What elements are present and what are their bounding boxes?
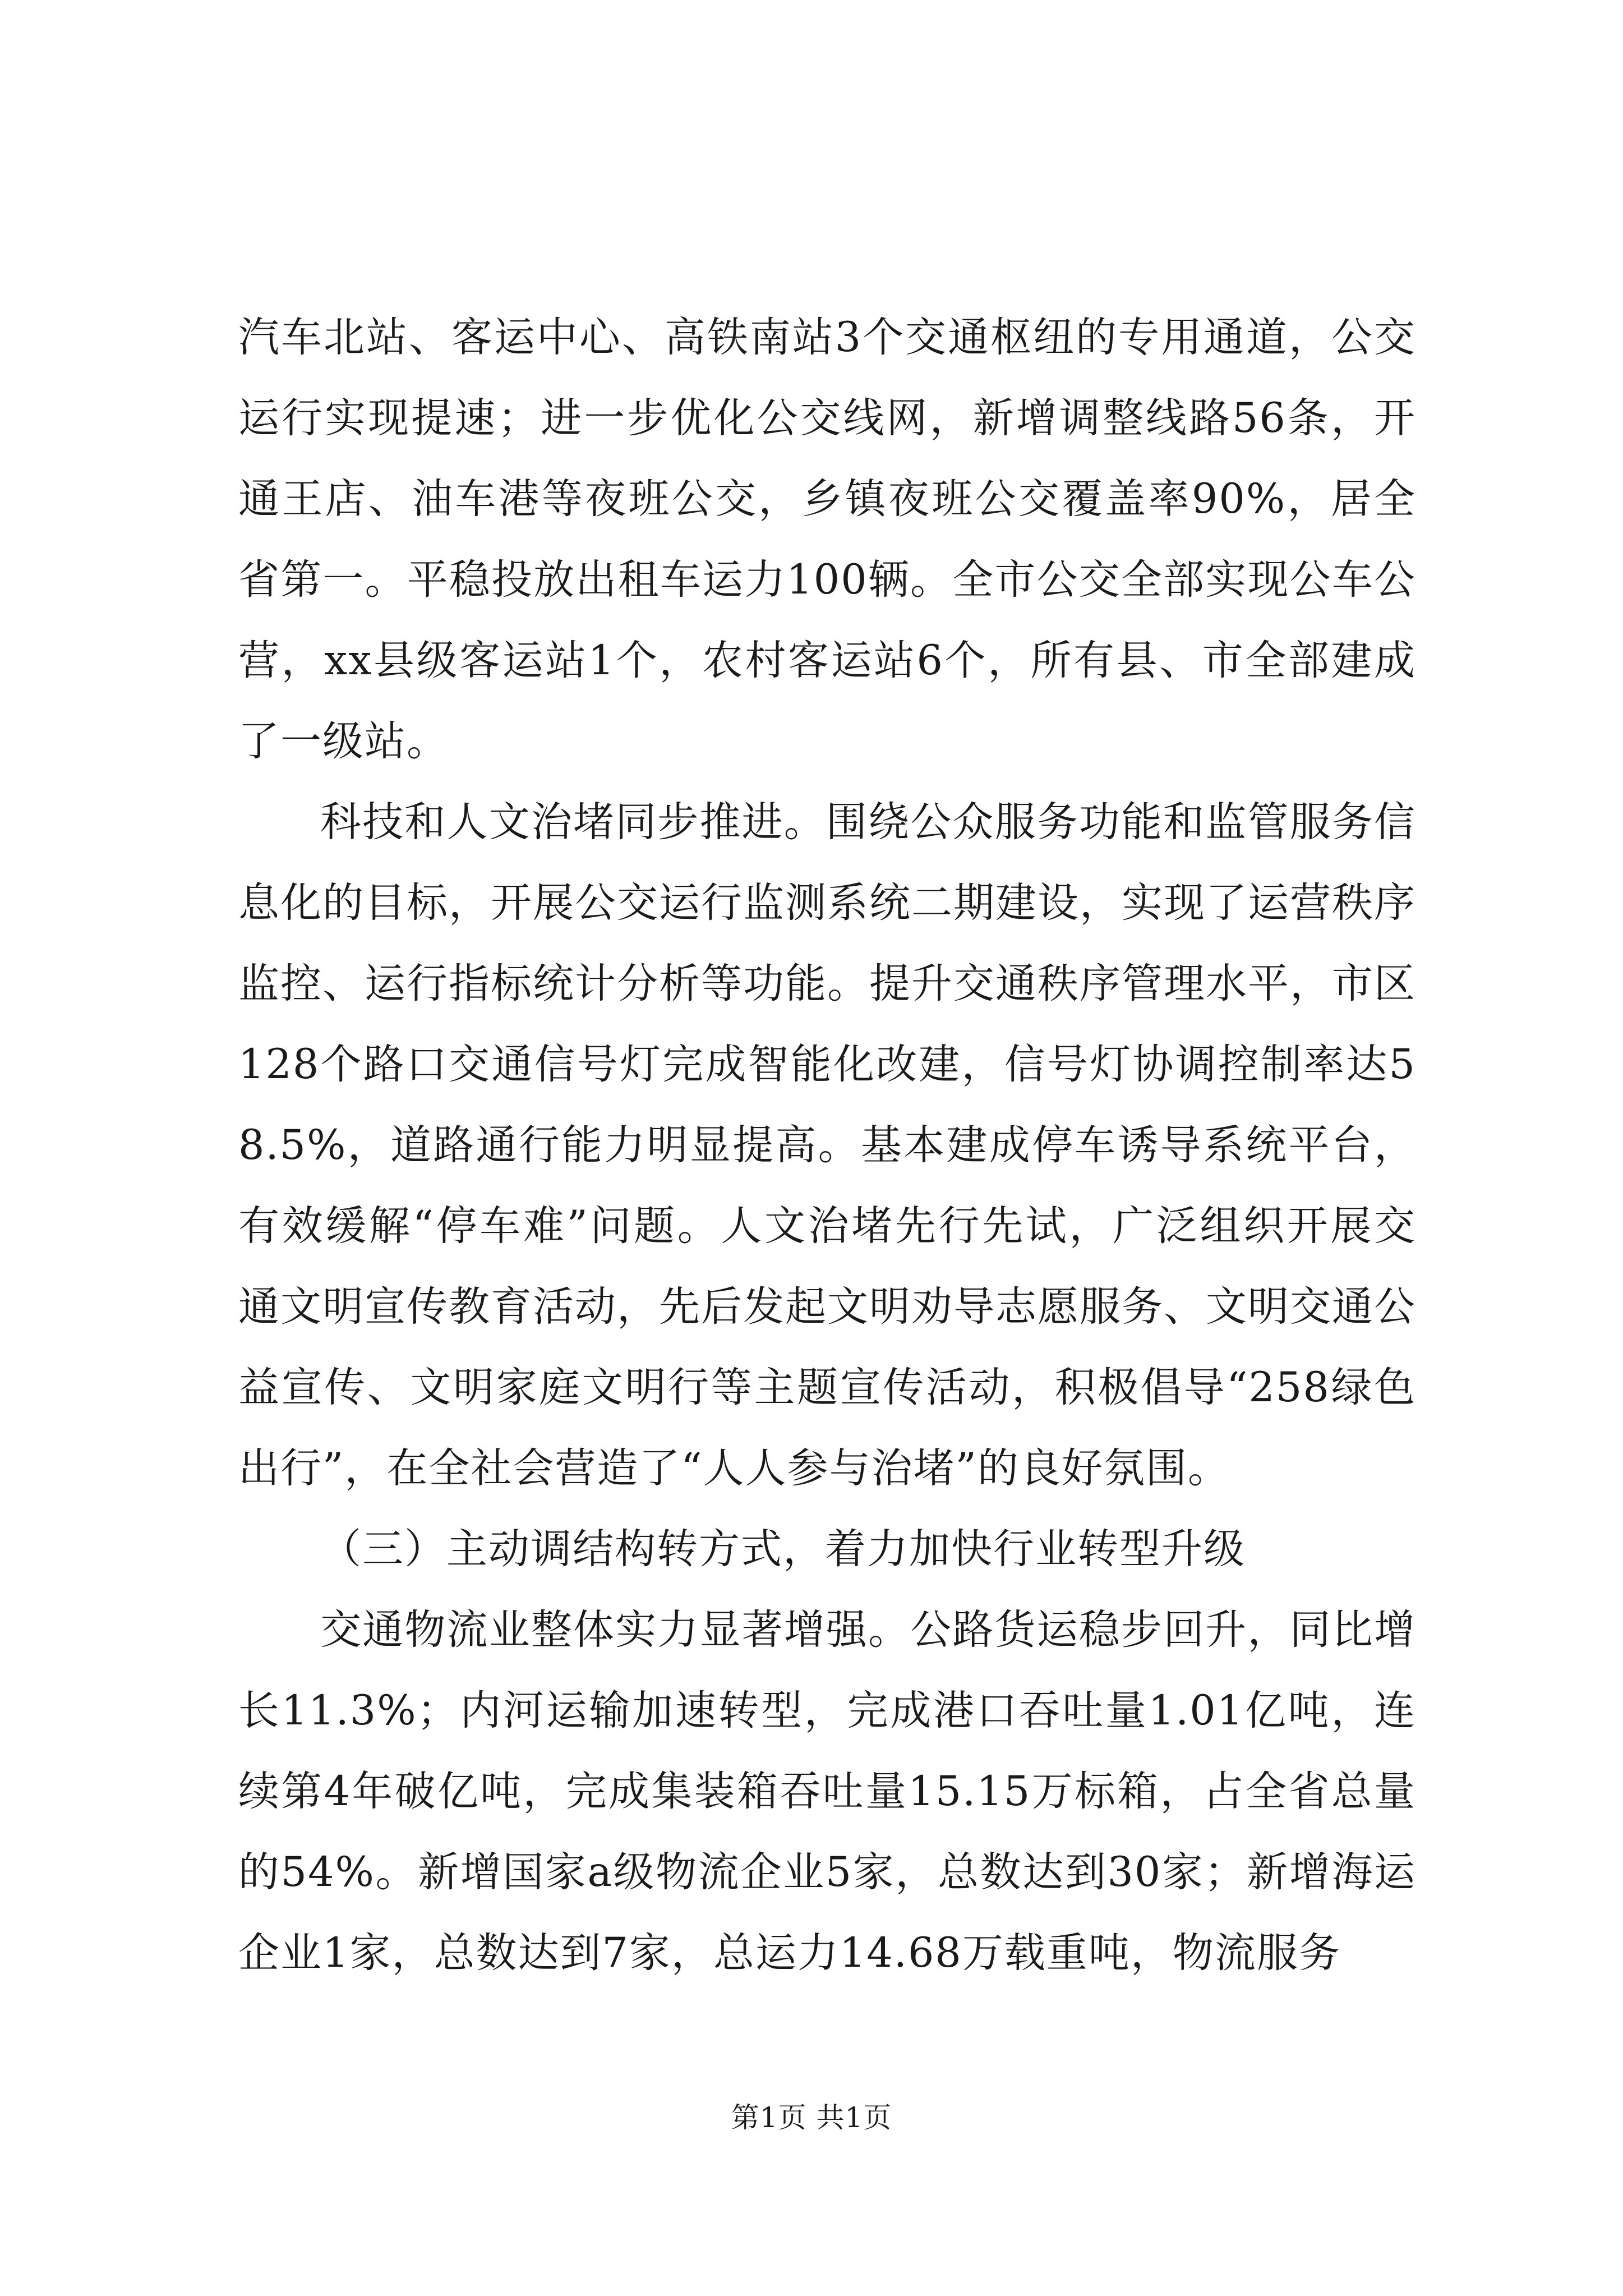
paragraph-logistics: 交通物流业整体实力显著增强。公路货运稳步回升，同比增长11.3%；内河运输加速转型，完成港口吞吐量1.01亿吨，连续第4年破亿吨，完成集装箱吞吐量15.15万标箱，占全省总量的54%。新增国家a级物流企业5家，总数达到30家；新增海运企业1家，总数达到7家，总运力14.68万载重吨，物流服务: [238, 1606, 1416, 1977]
section-heading-three: （三）主动调结构转方式，着力加快行业转型升级: [320, 1525, 1246, 1573]
page-footer: 第1页 共1页: [731, 2101, 892, 2134]
paragraph-transit-hubs: 汽车北站、客运中心、高铁南站3个交通枢纽的专用通道，公交运行实现提速；进一步优化公交线网，新增调整线路56条，开通王店、油车港等夜班公交，乡镇夜班公交覆盖率90%，居全省第一。平稳投放出租车运力100辆。全市公交全部实现公车公营，xx县级客运站1个，农村客运站6个，所有县、市全部建成了一级站。: [238, 314, 1416, 765]
document-body: [238, 297, 1416, 1994]
paragraph-technology-traffic: 科技和人文治堵同步推进。围绕公众服务功能和监管服务信息化的目标，开展公交运行监测系统二期建设，实现了运营秩序监控、运行指标统计分析等功能。提升交通秩序管理水平，市区128个路口交通信号灯完成智能化改建，信号灯协调控制率达58.5%，道路通行能力明显提高。基本建成停车诱导系统平台，有效缓解“停车难”问题。人文治堵先行先试，广泛组织开展交通文明宣传教育活动，先后发起文明劝导志愿服务、文明交通公益宣传、文明家庭文明行等主题宣传活动，积极倡导“258绿色出行”，在全社会营造了“人人参与治堵”的良好氛围。: [238, 798, 1416, 1492]
